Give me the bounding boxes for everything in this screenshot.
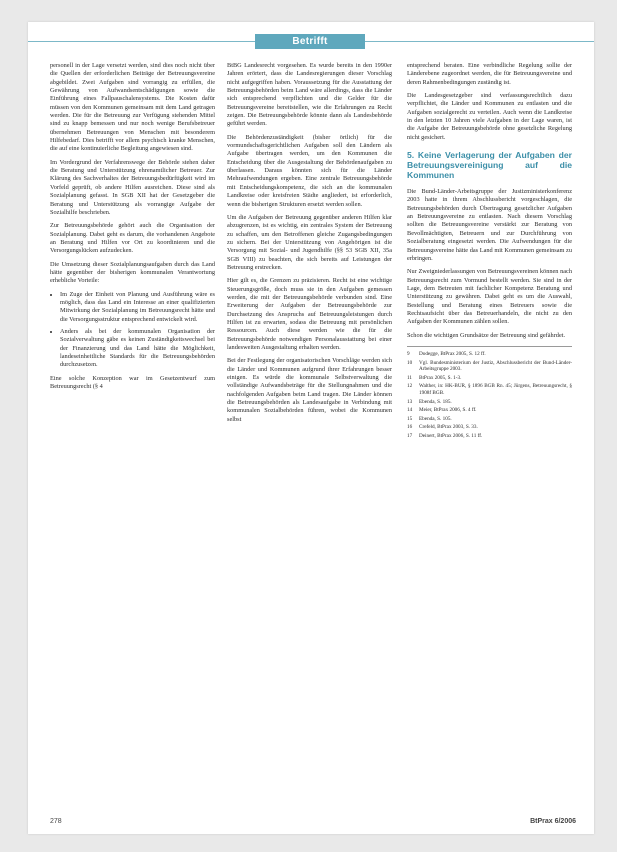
footnote-number: 10 (407, 359, 413, 366)
footnote-number: 13 (407, 398, 413, 405)
paragraph: personell in der Lage versetzt werden, sind dies noch nicht über die Quellen der erforderlichen Beiträge der Betreuungsvereine abgebildet. Zwei Aufgaben sind vorrangig zu erfüllen, die Gewährung von Aufwandsentschädigungen sowie die Einführung eines Fallpauschalensystems. Die Kosten dafür müssen von den Kommunen gemeinsam mit dem Land getragen werden. Die für die Betreuung zur Verfügung stehenden Mittel sind zu knapp bemessen und nur noch wenige Berufsbetreuer übernehmen Betreuungen von Menschen mit besonderem Hilfebedarf. Dies betrifft vor allem psychisch kranke Menschen, die auf eine kontinuierliche Begleitung angewiesen sind. (50, 62, 215, 153)
footnote (407, 433, 572, 440)
footnote-text: Deinert, BtPrax 2006, S. 11 ff. (419, 432, 483, 439)
paragraph: Im Vordergrund der Verfahrenswege der Behörde stehen daher die Beratung und Unterstützung ehrenamtlicher Betreuer. Zur Klärung des Sachverhaltes der Betreuungsbedürftigkeit wird im Vorfeld geprüft, ob andere Hilfen ausreichen. Diese sind als Sozialplanung gefasst. In SGB XII hat der Gesetzgeber die Beratung und Unterstützung als vorrangige Aufgabe der Sozialhilfe beschrieben. (50, 158, 215, 216)
journal-issue: BtPrax 6/2006 (530, 818, 576, 825)
page-number: 278 (50, 818, 62, 825)
footnote-text: Meier, BtPrax 2006, S. 4 ff. (419, 407, 477, 414)
footnote-number: 16 (407, 424, 413, 431)
paragraph: Eine solche Konzeption war im Gesetzentwurf zum Betreuungsrecht (§ 4 (50, 374, 215, 391)
text-column-middle (227, 62, 392, 822)
paragraph: Hier gilt es, die Grenzen zu präzisieren. Recht ist eine wichtige Steuerungsgröße, doch muss sie in den Aufgaben gemessen werden, die mit der Betreuungsbehörde verbunden sind. Eine Erweiterung der Aufgaben der Betreuungsbehörde zur Durchsetzung des Anspruchs auf Betreuungsleistungen durch Hilfen ist zu erwarten, sodass die Betreuung mit persönlichen Ressourcen. Auch diese werden wie die für die Betreuungsbehörde notwendigen Personalausstattung bei einer landesweiten Ausgestaltung erhalten werden. (227, 277, 392, 351)
section-header (28, 32, 594, 52)
paragraph: Schon die wichtigen Grundsätze der Betreuung sind gefährdet. (407, 331, 566, 339)
footnote-number: 17 (407, 432, 413, 439)
text-column-left (50, 62, 215, 822)
footnote-text: Vgl. Bundesministerium der Justiz, Abschlussbericht der Bund-Länder-Arbeitsgruppe 2003. (419, 359, 572, 373)
paragraph: Um die Aufgaben der Betreuung gegenüber anderen Hilfen klar abzugrenzen, ist es wichtig, ein zentrales System der Betreuung zu schaffen, um den Betroffenen gleiche Zugangsbedingungen zu sichern. Bei der Unterstützung von Angehörigen ist die Versorgung mit Sozial- und Jugendhilfe (§§ 53 SGB XII, 35a SGB VIII) zu beachten, die sich bereits auf Leistungen der Betreuung erstrecken. (227, 213, 392, 271)
bullet-item: • Anders als bei der kommunalen Organisation der Sozialverwaltung gäbe es keinen Zuständigkeitswechsel bei der Finanzierung und das Land hätte die Möglichkeit, landeseinheitliche Standards für die Betreuungsbehörden durchzusetzen. (60, 328, 215, 370)
footnote-number: 11 (407, 374, 412, 381)
footnote-text: Ebenda, S. 105. (419, 415, 452, 422)
footnote-number: 9 (407, 350, 410, 357)
footnote (407, 383, 572, 396)
footnote-text: Crefeld, BtPrax 2003, S. 33. (419, 424, 478, 431)
footnote-number: 15 (407, 415, 413, 422)
bullet-item: • Im Zuge der Einheit von Planung und Ausführung wäre es möglich, dass das Land ein Interesse an einer qualifizierten Mitwirkung der Sozialplanung im Betreuungsrecht hätte und die Versorgungsstruktur entsprechend entwickelt wird. (60, 291, 215, 324)
paragraph: Die Landesgesetzgeber sind verfassungsrechtlich dazu verpflichtet, die Länder und Kommunen zu entlasten und die Aufgaben sozialgerecht zu verteilen. Auch wenn die Landkreise in den letzten 10 Jahren viele Aufgaben in der Lage waren, ist die Aufgabe der Betreuungsbehörde ohne gesetzliche Regelung nicht gesichert. (407, 92, 572, 141)
section-label: Betrifft (255, 34, 365, 49)
paragraph: Die Bund-Länder-Arbeitsgruppe der Justizministerkonferenz 2003 hatte in ihrem Abschlussbericht vorgeschlagen, die Betreuungsbehörden durch Übertragung gesetzlicher Aufgaben an Betreuungsvereine zu entlasten. Nach diesem Vorschlag sollten die Betreuungsvereine verstärkt zur Beratung von Bevollmächtigten, Betreuern und zur Durchführung von Sozialberatung eingesetzt werden. Die Aufwendungen für die Betreuungsvereine hätte das Land mit Kommunen gemeinsam zu erbringen. (407, 188, 572, 262)
footnote (407, 360, 572, 373)
footnote-text: Walther, in: HK-BUR, § 1896 BGB Rn. 45; Jürgens, Betreuungsrecht, § 1908f BGB. (419, 383, 572, 396)
paragraph: Bei der Festlegung der organisatorischen Vorschläge werden sich die Länder und Kommunen aufgrund ihrer Erfahrungen besser einigen. Es würde die kommunale Selbstverwaltung die vollständige Aufwandsbeträge für die Stellungnahmen und die nachfolgenden Aufgaben beim Land tragen. Die Länder können die Betreuungsbehörden als Landesaufgabe in Verbindung mit kommunalen Sozialbehörden führen, wobei die Kommunen selbst (227, 357, 392, 423)
footnote-number: 14 (407, 407, 413, 414)
paragraph: Nur Zweigniederlassungen von Betreuungsvereinen können nach Betreuungsrecht zum Vormund bestellt werden. Sie sind in der Lage, dem Betreuten mit fachlicher Kompetenz Beratung und Unterstützung zu gewähren. Dabei geht es um die Auswahl, Bestellung und Beratung eines Betreuers sowie die Rechtsaufsicht über das Betreuerhandeln, die nicht zu den Aufgaben der Kommunen zählen sollen. (407, 268, 572, 326)
footnote-text: Dodegge, BtPrax 2005, S. 12 ff. (419, 350, 486, 357)
footnote-text: Ebenda, S. 185. (419, 398, 452, 405)
paragraph: BtBG Landesrecht vorgesehen. Es wurde bereits in den 1990er Jahren erörtert, dass die Landesregierungen dieser Vorschlag nicht aufgegriffen haben. Voraussetzung für die Ausstattung der Betreuungsbehörden beim Land wäre allerdings, dass die Länder sich entsprechend verpflichten und die Gelder für die Betreuungsvereine bereitstellen, wie die Erfahrungen zu Recht zeigen. Die Betreuungsbehörde könnte dann als Landesbehörde geführt werden. (227, 62, 392, 128)
footnote-number: 12 (407, 383, 413, 390)
paragraph: Die Umsetzung dieser Sozialplanungsaufgaben durch das Land hätte gegenüber der bisherigen kommunalen Verantwortung erhebliche Vorteile: (50, 260, 215, 285)
paragraph: Zur Betreuungsbehörde gehört auch die Organisation der Sozialplanung. Dabei geht es darum, die vorhandenen Angebote an Beratung und Hilfen vor Ort zu koordinieren und die Versorgungslücken aufzudecken. (50, 222, 215, 255)
paragraph: entsprechend beraten. Eine verbindliche Regelung sollte der Länderebene zugeordnet werden, die für Betreuungsvereine und deren Rahmenbedingungen zuständig ist. (407, 62, 572, 86)
footnotes (407, 346, 572, 440)
footnote (407, 424, 572, 431)
bullet-list (50, 291, 215, 370)
footnote (407, 399, 572, 406)
paragraph: Die Behördenzuständigkeit (bisher örtlich) für die vormundschaftsgerichtlichen Aufgaben soll den Ländern als Aufgabe übertragen werden, um den Kommunen die Entscheidung über die Ausgestaltung der Behördenaufgaben zu überlassen. Daraus könnten sich für die Länder Mehraufwendungen ergeben. Eine zentrale Betreuungsbehörde mit Entscheidungskompetenz, die sich an die kommunalen Landkreise oder kreisfreien Städte angliedert, ist erforderlich, wenn die bisherigen Strukturen ersetzt werden sollen. (227, 133, 392, 208)
footnote (407, 416, 572, 423)
footnote (407, 407, 572, 414)
text-column-right (407, 62, 572, 822)
footnote (407, 351, 572, 358)
footnote-text: BtPrax 2005, S. 1-3. (419, 374, 462, 381)
section-heading: 5. Keine Verlagerung der Aufgaben der Betreuungsvereinigung auf die Kommunen (407, 150, 572, 181)
footnote (407, 375, 572, 382)
document-page (28, 22, 594, 834)
